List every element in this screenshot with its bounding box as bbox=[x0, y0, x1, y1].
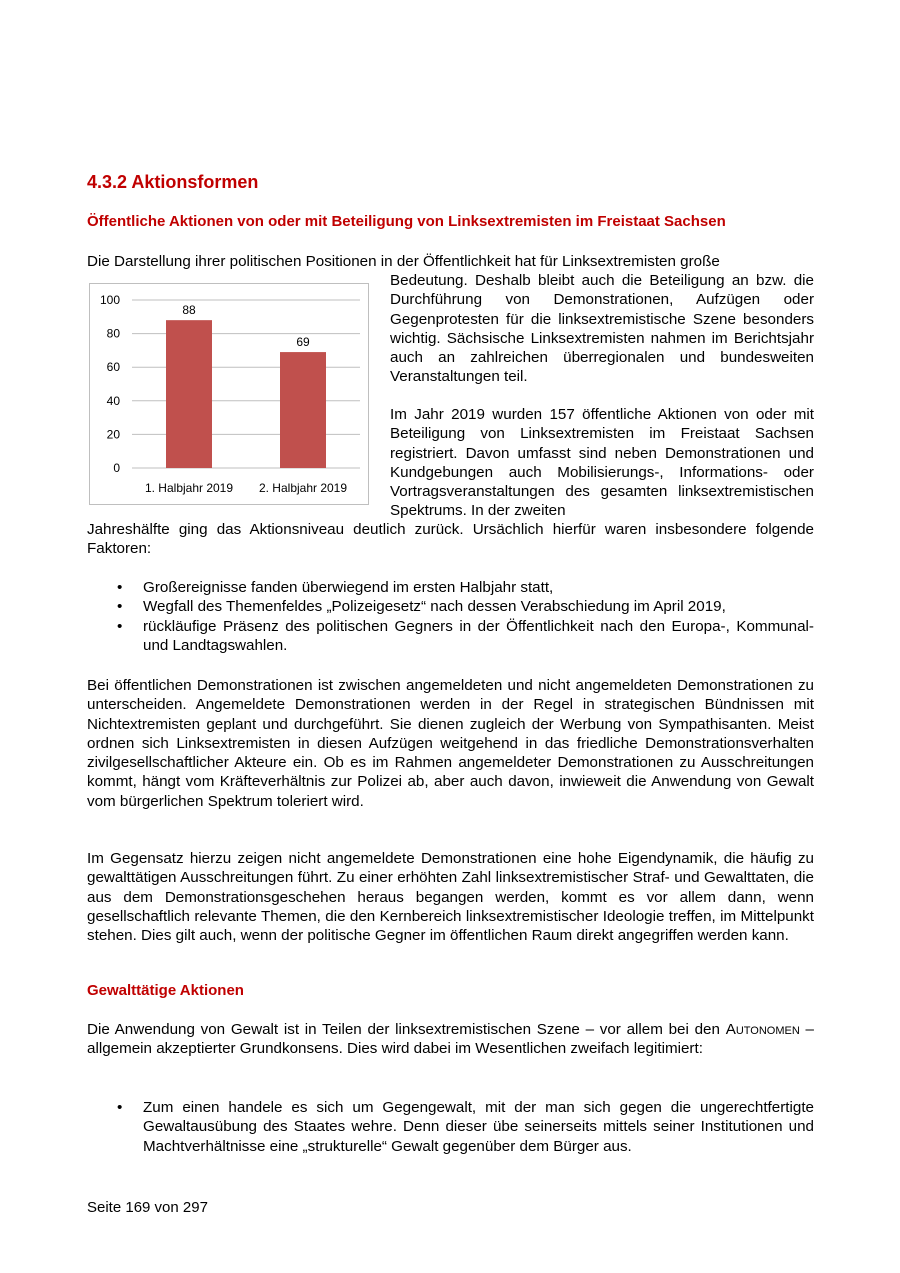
page-footer: Seite 169 von 297 bbox=[87, 1199, 208, 1216]
intro-line: Die Darstellung ihrer politischen Positionen in der Öffentlichkeit hat für Linksextremisten große bbox=[87, 253, 720, 270]
bar-chart bbox=[89, 283, 369, 505]
continued-paragraph: Jahreshälfte ging das Aktionsniveau deutlich zurück. Ursächlich hierfür waren insbesondere folgende Faktoren: bbox=[87, 521, 814, 558]
bar bbox=[280, 352, 326, 468]
sub-heading-public-actions: Öffentliche Aktionen von oder mit Beteiligung von Linksextremisten im Freistaat Sachsen bbox=[87, 213, 726, 230]
paragraph-contrast: Im Gegensatz hierzu zeigen nicht angemeldete Demonstrationen eine hohe Eigendynamik, die häufig zu gewalttätigen Ausschreitungen führt. Zu einer erhöhten Zahl linksextremistischer Straf- und Gewalttaten, die aus dem Demonstrationsgeschehen heraus begangen werden, kommt es vor allem dann, wenn gesellschaftlich relevante Themen, die den Kernbereich linksextremistischer Ideologie treffen, im Mittelpunkt stehen. Dies gilt auch, wenn der politische Gegner im öffentlichen Raum direkt angegriffen werden kann. bbox=[87, 850, 814, 945]
term-autonomen: Autonomen bbox=[725, 1021, 800, 1038]
sub-heading-violent-actions: Gewalttätige Aktionen bbox=[87, 982, 244, 999]
data-label: 88 bbox=[182, 303, 196, 318]
bullet-icon: • bbox=[117, 579, 123, 596]
x-tick-label: 2. Halbjahr 2019 bbox=[258, 481, 348, 495]
bullet-icon: • bbox=[117, 598, 123, 616]
y-tick-label: 40 bbox=[106, 393, 120, 408]
paragraph-violence: Die Anwendung von Gewalt ist in Teilen der linksextremistischen Szene – vor allem bei den Autonomen – allgemein akzeptierter Grundkonsens. Dies wird dabei im Wesentlichen zweifach legitimiert: bbox=[87, 1021, 814, 1058]
bullet-icon: • bbox=[117, 1099, 123, 1116]
chart-svg bbox=[90, 284, 368, 504]
y-tick-label: 60 bbox=[106, 360, 120, 375]
paragraph-demonstrations: Bei öffentlichen Demonstrationen ist zwischen angemeldeten und nicht angemeldeten Demonstrationen zu unterscheiden. Angemeldete Demonstrationen werden in der Regel in strategischen Bündnissen mit Nichtextremisten geplant und durchgeführt. Sie dienen zugleich der Werbung von Sympathisanten. Meist ordnen sich Linksextremisten in diesen Aufzügen weitgehend in das friedliche Demonstrationsverhalten zivilgesellschaftlicher Akteure ein. Ob es im Rahmen angemeldeter Demonstrationen zu Ausschreitungen kommt, hängt vom Kräfteverhältnis zur Polizei ab, aber auch davon, inwieweit die Anwendung von Gewalt vom bürgerlichen Spektrum toleriert wird. bbox=[87, 677, 814, 810]
y-tick-label: 0 bbox=[113, 461, 120, 475]
list-item: • Wegfall des Themenfeldes „Polizeigesetz“ nach dessen Verabschiedung im April 2019, bbox=[117, 598, 726, 616]
list-item: • Zum einen handele es sich um Gegengewalt, mit der man sich gegen die ungerechtfertigte Gewaltausübung des Staates wehre. Denn dieser übe seinerseits mittels seiner Institutionen und Machtverhältnisse eine „strukturelle“ Gewalt gegenüber dem Bürger aus. bbox=[117, 1099, 814, 1155]
data-label: 69 bbox=[296, 335, 310, 350]
section-heading: 4.3.2 Aktionsformen bbox=[87, 172, 259, 192]
x-tick-label: 1. Halbjahr 2019 bbox=[144, 481, 234, 495]
bar bbox=[166, 320, 212, 468]
right-paragraph-1: Bedeutung. Deshalb bleibt auch die Beteiligung an bzw. die Durchführung von Demonstrationen, Aufzügen oder Gegenprotesten für die linksextremistische Szene besonders wichtig. Sächsische Linksextremisten nahmen im Berichtsjahr auch an zahlreichen überregionalen und bundesweiten Veranstaltungen teil. bbox=[390, 272, 814, 386]
list-item: • Großereignisse fanden überwiegend im ersten Halbjahr statt, bbox=[117, 579, 554, 596]
y-tick-label: 100 bbox=[99, 293, 120, 307]
bullet-icon: • bbox=[117, 617, 123, 635]
right-paragraph-2: Im Jahr 2019 wurden 157 öffentliche Aktionen von oder mit Beteiligung von Linksextremisten im Freistaat Sachsen registriert. Davon umfasst sind neben Demonstrationen und Kundgebungen auch Mobilisierungs-, Informations- oder Vortragsveranstaltungen des gesamten linksextremistischen Spektrums. In der zweiten bbox=[390, 406, 814, 520]
y-tick-label: 80 bbox=[106, 326, 120, 341]
y-tick-label: 20 bbox=[106, 427, 120, 442]
legitimation-list bbox=[87, 1098, 814, 1156]
list-item: • rückläufige Präsenz des politischen Gegners in der Öffentlichkeit nach den Europa-, Kommunal- und Landtagswahlen. bbox=[117, 617, 814, 654]
factor-list bbox=[87, 578, 814, 655]
